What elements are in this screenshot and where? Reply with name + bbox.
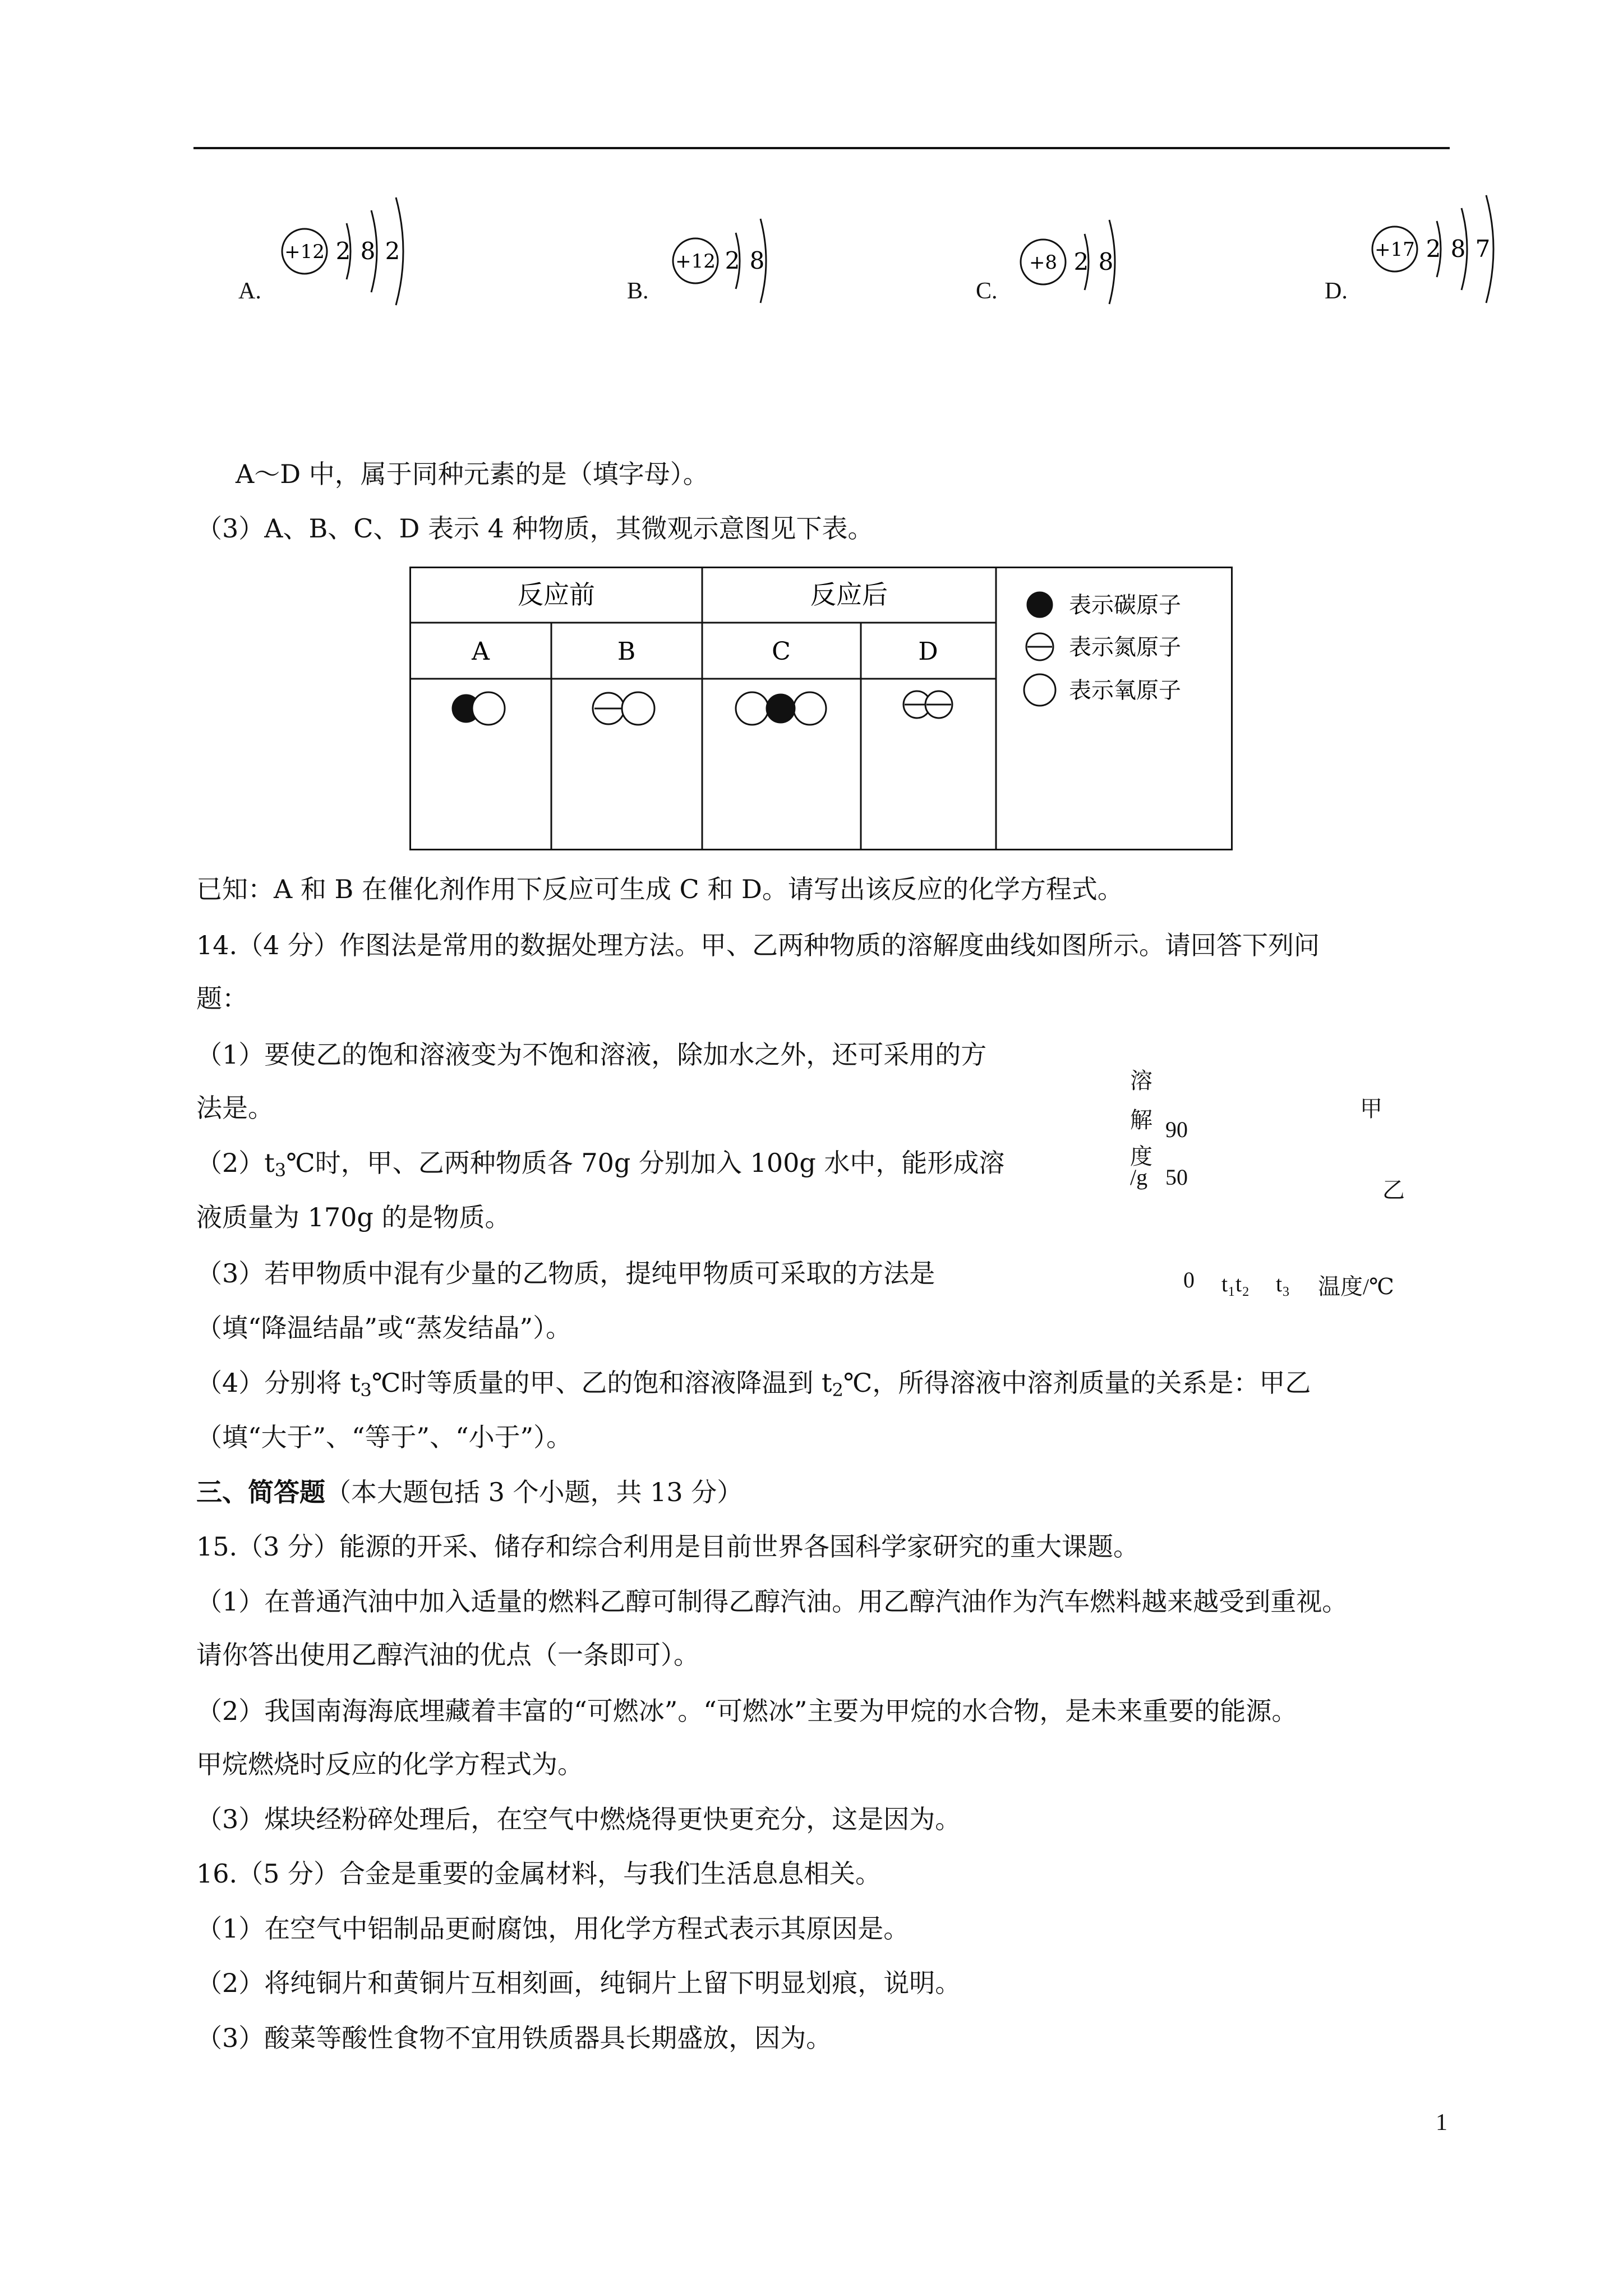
- section-3-title: 三、简答题（本大题包括 3 个小题，共 13 分）: [196, 1477, 743, 1507]
- atom-d-nucleus: +17: [1375, 238, 1415, 261]
- col-a: A: [472, 637, 490, 666]
- legend-carbon-icon: [1027, 592, 1052, 617]
- q16-p3: （3）酸菜等酸性食物不宜用铁质器具长期盛放，因为。: [196, 2023, 832, 2053]
- q13-3-known: 已知：A 和 B 在催化剂作用下反应可生成 C 和 D。请写出该反应的化学方程式。: [196, 874, 1123, 904]
- q14-title-2: 题：: [196, 983, 248, 1014]
- header-after: 反应后: [810, 579, 888, 610]
- legend: [1024, 592, 1181, 706]
- q14-p2-a: $(2)t_3℃$时，甲、乙两种物质各 70g 分别加入 100g 水中，能形成溶: [196, 1148, 1005, 1181]
- atom-c-shell-2: 8: [1098, 248, 1114, 275]
- atom-d-shell-1: 2: [1426, 235, 1441, 263]
- q16-p2: （2）将纯铜片和黄铜片互相刻画，纯铜片上留下明显划痕，说明。: [196, 1968, 961, 1998]
- q14-p4-a: （4）分别将 $t_3℃$时等质量的甲、乙的饱和溶液降温到 $t_2℃$，所得溶液中溶剂质量的关系是：甲乙: [196, 1368, 1311, 1401]
- graph-ylabel-4: /g: [1130, 1165, 1148, 1190]
- graph-ylabel-3: 度: [1130, 1144, 1152, 1169]
- molecule-c: [736, 692, 826, 725]
- graph-xlabel: 温度/℃: [1318, 1274, 1394, 1299]
- q14-p1-a: （1）要使乙的饱和溶液变为不饱和溶液，除加水之外，还可采用的方: [196, 1039, 987, 1070]
- molecule-b: [593, 692, 654, 725]
- graph-t1t2: t₁t₂: [1221, 1271, 1250, 1296]
- molecule-d: [903, 691, 952, 718]
- graph-ylabel-2: 解: [1130, 1107, 1152, 1133]
- page-number: 1: [1436, 2110, 1447, 2136]
- header-rule: [193, 147, 1450, 149]
- atom-b-shell-2: 8: [749, 247, 765, 274]
- col-c: C: [772, 637, 791, 666]
- graph-y-50: 50: [1165, 1165, 1188, 1190]
- atom-c-nucleus: +8: [1029, 251, 1058, 274]
- q15-p1-b: 请你答出使用乙醇汽油的优点（一条即可）。: [196, 1640, 699, 1670]
- col-b: B: [617, 637, 636, 666]
- option-a-label: A.: [238, 278, 261, 304]
- atom-c: [1021, 220, 1115, 304]
- atom-b-nucleus: +12: [675, 250, 716, 273]
- graph-origin: 0: [1183, 1267, 1195, 1292]
- option-c-label: C.: [976, 278, 998, 304]
- legend-oxygen-icon: [1024, 674, 1055, 706]
- q14-p3-b: （填“降温结晶”或“蒸发结晶”）。: [196, 1313, 572, 1343]
- q15-p2-b: 甲烷燃烧时反应的化学方程式为。: [196, 1749, 583, 1779]
- atom-d-shell-2: 8: [1450, 235, 1466, 263]
- q13-3-intro: （3）A、B、C、D 表示 4 种物质，其微观示意图见下表。: [196, 513, 874, 544]
- atom-d-shell-3: 7: [1475, 235, 1491, 263]
- atom-a-shell-3: 2: [385, 237, 400, 265]
- q14-p1-b: 法是。: [196, 1093, 274, 1123]
- q14-p3-a: （3）若甲物质中混有少量的乙物质，提纯甲物质可采取的方法是: [196, 1258, 935, 1289]
- q15-title: 15.（3 分）能源的开采、储存和综合利用是目前世界各国科学家研究的重大课题。: [196, 1531, 1140, 1562]
- atom-d: [1372, 195, 1493, 303]
- graph-ylabel-1: 溶: [1130, 1068, 1152, 1093]
- option-b-label: B.: [627, 278, 649, 304]
- q15-p2-a: （2）我国南海海底埋藏着丰富的“可燃冰”。“可燃冰”主要为甲烷的水合物，是未来重要的能源。: [196, 1696, 1298, 1726]
- q14-p2-b: 液质量为 170g 的是物质。: [196, 1202, 511, 1232]
- q14-p4-b: （填“大于”、“等于”、“小于”）。: [196, 1422, 573, 1452]
- q14-title-1: 14.（4 分）作图法是常用的数据处理方法。甲、乙两种物质的溶解度曲线如图所示。请回答下列问: [196, 930, 1320, 960]
- col-d: D: [918, 637, 938, 666]
- atom-a: [282, 197, 403, 305]
- q16-p1: （1）在空气中铝制品更耐腐蚀，用化学方程式表示其原因是。: [196, 1913, 910, 1944]
- header-before: 反应前: [518, 579, 595, 610]
- q13-2-tail: A～D 中，属于同种元素的是（填字母）。: [236, 459, 709, 489]
- legend-carbon: 表示碳原子: [1069, 592, 1181, 618]
- q16-title: 16.（5 分）合金是重要的金属材料，与我们生活息息相关。: [196, 1858, 882, 1889]
- graph-y-90: 90: [1165, 1117, 1188, 1142]
- atom-a-nucleus: +12: [284, 241, 325, 263]
- q15-p3: （3）煤块经粉碎处理后，在空气中燃烧得更快更充分，这是因为。: [196, 1804, 961, 1834]
- atom-b: [673, 219, 766, 303]
- graph-label-yi: 乙: [1382, 1177, 1405, 1203]
- graph-label-jia: 甲: [1360, 1096, 1382, 1121]
- molecule-a: [453, 692, 505, 725]
- atom-a-shell-1: 2: [335, 237, 351, 265]
- atom-c-shell-1: 2: [1073, 248, 1089, 275]
- legend-nitrogen: 表示氮原子: [1069, 634, 1181, 660]
- q15-p1-a: （1）在普通汽油中加入适量的燃料乙醇可制得乙醇汽油。用乙醇汽油作为汽车燃料越来越受到重视。: [196, 1586, 1348, 1617]
- reaction-table: [409, 567, 1234, 852]
- option-d-label: D.: [1325, 278, 1348, 304]
- atom-b-shell-1: 2: [725, 247, 740, 274]
- atom-a-shell-2: 8: [360, 237, 376, 265]
- legend-oxygen: 表示氧原子: [1069, 678, 1181, 703]
- graph-t3: t₃: [1276, 1271, 1290, 1296]
